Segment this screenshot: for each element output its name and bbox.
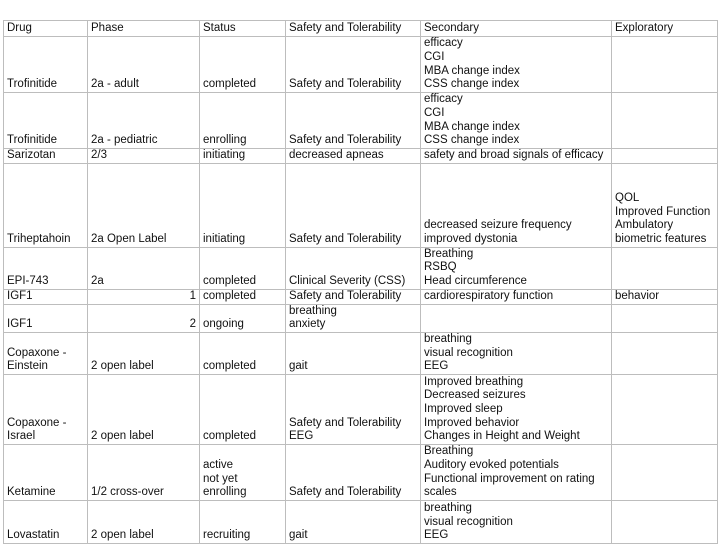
drug-cell [4,289,88,304]
drug-cell [4,149,88,164]
cell-line: Triheptahoin [7,233,71,245]
trials-table [3,20,718,544]
status-cell [200,289,286,304]
safety-cell [286,375,421,445]
cell-line: Improved sleep [424,402,503,415]
status-cell [200,375,286,445]
phase-cell [88,445,200,501]
cell-line: 2a - pediatric [91,134,158,147]
cell-line: Improved breathing [424,375,524,388]
drug-cell [4,445,88,501]
cell-line: Safety and Tolerability [289,134,402,147]
phase-cell [88,304,200,332]
drug-cell [4,332,88,374]
secondary-cell [421,501,612,544]
cell-line: IGF1 [7,318,33,331]
exploratory-cell [612,501,718,544]
cell-line: recruiting [203,529,251,542]
header-row [4,21,718,37]
cell-line: Safety and Tolerability [289,416,402,429]
status-cell [200,332,286,374]
cell-line: visual recognition [424,515,513,528]
cell-line: Israel [7,430,36,443]
header-safety: Safety and Tolerability [286,21,421,37]
exploratory-cell [612,332,718,374]
table-row [4,445,718,501]
cell-line: anxiety [289,318,326,331]
phase-cell [88,149,200,164]
cell-line: Improved behavior [424,416,520,429]
cell-line: Decreased seizures [424,389,526,402]
cell-line: CGI [424,50,445,63]
safety-cell [286,93,421,149]
cell-line: decreased apneas [289,149,384,161]
safety-cell [286,501,421,544]
exploratory-cell [612,37,718,93]
cell-line: QOL [615,191,640,204]
cell-line: Safety and Tolerability [289,78,402,91]
trials-table-body [4,21,718,544]
table-row [4,247,718,289]
cell-line: cardiorespiratory function [424,289,554,302]
phase-cell [88,163,200,247]
header-secondary: Secondary [421,21,612,37]
drug-cell [4,501,88,544]
secondary-cell [421,149,612,164]
status-cell [200,501,286,544]
table-row [4,332,718,374]
table-row [4,37,718,93]
cell-line: Breathing [424,445,474,458]
exploratory-cell [612,289,718,304]
cell-line: 2a [91,275,104,288]
cell-line: improved dystonia [424,233,518,245]
status-cell [200,247,286,289]
safety-cell [286,289,421,304]
status-cell [200,37,286,93]
cell-line: Einstein [7,360,48,373]
cell-line: Trofinitide [7,78,58,91]
drug-cell [4,163,88,247]
cell-line: completed [203,275,257,288]
header-drug: Drug [4,21,88,37]
phase-cell [88,37,200,93]
table-row [4,501,718,544]
cell-line: 2 open label [91,430,154,443]
cell-line: enrolling [203,134,247,147]
exploratory-cell [612,445,718,501]
cell-line: biometric features [615,233,707,245]
cell-line: Ketamine [7,486,56,499]
secondary-cell [421,375,612,445]
cell-line: initiating [203,149,246,161]
safety-cell [286,445,421,501]
cell-line: Copaxone - [7,346,67,359]
cell-line: not yet [203,472,238,485]
cell-line: breathing [289,304,337,317]
cell-line: initiating [203,233,246,245]
cell-line: Head circumference [424,275,527,288]
exploratory-cell [612,163,718,247]
drug-cell [4,375,88,445]
safety-cell [286,163,421,247]
cell-line: CSS change index [424,78,520,91]
exploratory-cell [612,93,718,149]
cell-line: 2 open label [91,360,154,373]
drug-cell [4,37,88,93]
secondary-cell [421,445,612,501]
cell-line: MBA change index [424,64,520,77]
status-cell [200,149,286,164]
cell-line: 2 open label [91,529,154,542]
table-row [4,149,718,164]
phase-cell [88,289,200,304]
secondary-cell [421,163,612,247]
cell-line: efficacy [424,93,463,106]
exploratory-cell [612,304,718,332]
status-cell [200,93,286,149]
cell-line: Changes in Height and Weight [424,430,580,443]
exploratory-cell [612,247,718,289]
exploratory-cell [612,375,718,445]
secondary-cell [421,332,612,374]
secondary-cell [421,304,612,332]
cell-line: 2a Open Label [91,233,167,245]
cell-line: EEG [424,529,449,542]
safety-cell [286,37,421,93]
secondary-cell [421,247,612,289]
drug-cell [4,304,88,332]
secondary-cell [421,93,612,149]
status-cell [200,304,286,332]
safety-cell [286,304,421,332]
cell-line: CSS change index [424,134,520,147]
cell-line: 1/2 cross-over [91,486,164,499]
cell-line: 2/3 [91,149,107,161]
cell-line: breathing [424,501,472,514]
cell-line: Breathing [424,247,474,260]
secondary-cell [421,289,612,304]
cell-line: behavior [615,289,660,302]
cell-line: EPI-743 [7,275,49,288]
cell-line: 2 [189,318,196,331]
cell-line: Clinical Severity (CSS) [289,275,406,288]
status-cell [200,445,286,501]
cell-line: Improved Function [615,205,711,218]
table-row [4,304,718,332]
cell-line: 2a - adult [91,78,139,91]
cell-line: Copaxone - [7,416,67,429]
safety-cell [286,247,421,289]
cell-line: completed [203,360,257,373]
cell-line: decreased seizure frequency [424,219,572,232]
cell-line: Sarizotan [7,149,56,161]
cell-line: EEG [424,360,449,373]
cell-line: efficacy [424,37,463,50]
cell-line: IGF1 [7,289,33,302]
cell-line: ongoing [203,318,244,331]
cell-line: Lovastatin [7,529,60,542]
phase-cell [88,375,200,445]
cell-line: gait [289,529,308,542]
cell-line: RSBQ [424,261,457,274]
cell-line: CGI [424,106,445,119]
phase-cell [88,332,200,374]
cell-line: completed [203,78,257,91]
header-status: Status [200,21,286,37]
cell-line: enrolling [203,486,247,499]
secondary-cell [421,37,612,93]
safety-cell [286,149,421,164]
cell-line: visual recognition [424,346,513,359]
table-row [4,93,718,149]
table-row [4,163,718,247]
table-row [4,375,718,445]
cell-line: gait [289,360,308,373]
cell-line: Trofinitide [7,134,58,147]
drug-cell [4,93,88,149]
drug-cell [4,247,88,289]
header-phase: Phase [88,21,200,37]
cell-line: Safety and Tolerability [289,486,402,499]
cell-line: breathing [424,332,472,345]
cell-line: Ambulatory [615,219,674,232]
cell-line: 1 [189,289,196,302]
cell-line: Safety and Tolerability [289,289,402,302]
cell-line: scales [424,486,457,499]
header-exploratory: Exploratory [612,21,718,37]
phase-cell [88,93,200,149]
cell-line: EEG [289,430,314,443]
cell-line: completed [203,430,257,443]
cell-line: MBA change index [424,120,520,133]
cell-line: completed [203,289,257,302]
phase-cell [88,501,200,544]
phase-cell [88,247,200,289]
safety-cell [286,332,421,374]
exploratory-cell [612,149,718,164]
cell-line: safety and broad signals of efficacy [424,149,604,161]
cell-line: Functional improvement on rating [424,472,595,485]
cell-line: Auditory evoked potentials [424,458,559,471]
table-row [4,289,718,304]
status-cell [200,163,286,247]
cell-line: active [203,458,234,471]
cell-line: Safety and Tolerability [289,233,402,245]
